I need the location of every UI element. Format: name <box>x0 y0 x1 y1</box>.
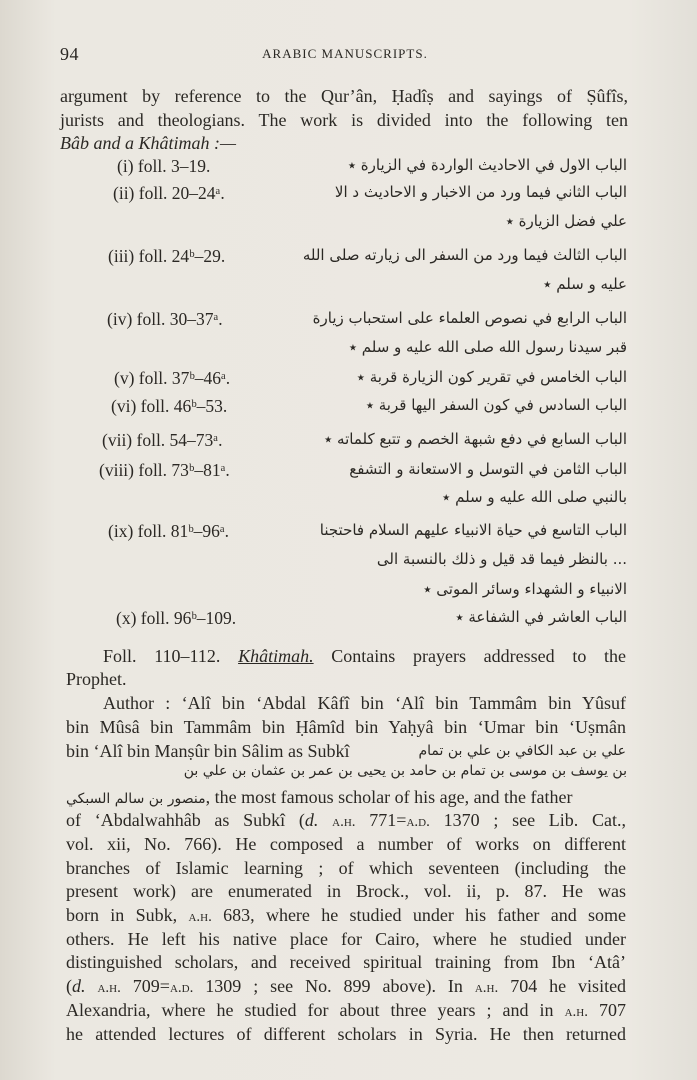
author-line-1: Author : ‘Alî bin ‘Abdal Kâfî bin ‘Alî bin Tammâm bin Yûsuf <box>103 693 626 713</box>
text-run: a.h. <box>188 909 212 925</box>
text-run: 1370 ; see Lib. Cat., <box>443 810 627 830</box>
author-line-3 <box>66 739 626 763</box>
chapter-title-ar: الباب الاول في الاحاديث الواردة في الزيارة ٭ <box>347 156 627 174</box>
text-run: a.d. <box>169 980 194 996</box>
text-run: 771= <box>369 810 407 830</box>
chapter-title-ar: ... بالنظر فيما قد قيل و ذلك بالنسبة الى <box>376 550 627 568</box>
author-lineage-ar: بن يوسف بن موسى بن تمام بن حامد بن يحيى بن عمر بن عثمان بن علي بن <box>183 763 627 779</box>
chapter-ref: (vi) foll. 46ᵇ–53. <box>111 396 228 416</box>
chapter-title-ar: الباب الخامس في تقرير كون الزيارة قربة ٭ <box>356 368 627 386</box>
khatimah-desc: Contains prayers addressed to the <box>331 646 627 666</box>
chapter-title-ar: بالنبي صلى الله عليه و سلم ٭ <box>442 488 627 506</box>
chapter-title-ar: الباب التاسع في حياة الانبياء عليهم السلام فاحتجنا <box>319 521 627 539</box>
text-run: 683, where he studied under his father and some <box>223 905 626 925</box>
text-run: a.h. <box>564 1004 588 1020</box>
chapter-title-ar: علي فضل الزيارة ٭ <box>505 212 627 230</box>
text-run: of ‘Abdalwahhâb as Subkî ( <box>66 810 305 830</box>
chapter-title-ar: الباب السابع في دفع شبهة الخصم و تتبع كلماته ٭ <box>324 430 627 448</box>
author-line-2: bin Mûsâ bin Tammâm bin Ḥâmîd bin Yaḥyâ bin ‘Umar bin ‘Uṣmân <box>66 717 626 737</box>
text-run: 704 he visited <box>510 976 627 996</box>
khatimah-title: Khâtimah. <box>238 646 314 666</box>
running-title: ARABIC MANUSCRIPTS. <box>262 46 428 61</box>
author-lineage-ar-end: منصور بن سالم السبكي <box>66 791 206 807</box>
chapter-ref: (x) foll. 96ᵇ–109. <box>116 608 237 628</box>
author-line-9: present work) are enumerated in Brock., vol. ii, p. 87. He was <box>66 881 626 901</box>
text-run: ( <box>66 976 72 996</box>
author-name-en: bin ‘Alî bin Manṣûr bin Sâlim as Subkî <box>66 741 350 761</box>
intro-line-1: argument by reference to the Qur’ân, Ḥadîṣ and sayings of Ṣûfîs, <box>60 86 628 106</box>
text-run: a.d. <box>406 814 430 830</box>
author-line-8: branches of Islamic learning ; of which seventeen (including the <box>66 858 626 878</box>
text-run: born in Subk, <box>66 905 178 925</box>
intro-line-2: jurists and theologians. The work is divided into the following ten <box>60 110 628 130</box>
author-line-11: others. He left his native place for Cairo, where he studied under <box>66 929 626 949</box>
text-run: d. <box>304 810 319 830</box>
khatimah-folios: Foll. 110–112. <box>103 646 221 666</box>
author-line-12: distinguished scholars, and received spiritual training from Ibn ‘Atâ’ <box>66 952 626 972</box>
text-run: 1309 ; see No. 899 above). In <box>205 976 463 996</box>
chapter-ref: (v) foll. 37ᵇ–46ᵃ. <box>114 368 231 388</box>
chapter-title-ar: الباب العاشر في الشفاعة ٭ <box>455 608 627 626</box>
chapter-ref: (ii) foll. 20–24ᵃ. <box>113 183 225 203</box>
author-name-ar: علي بن عبد الكافي بن علي بن تمام <box>418 743 626 759</box>
chapter-title-ar: الباب السادس في كون السفر اليها قربة ٭ <box>365 396 627 414</box>
author-line-14 <box>66 998 626 1024</box>
chapter-ref: (iii) foll. 24ᵇ–29. <box>108 246 226 266</box>
author-line-6 <box>66 808 626 834</box>
text-run: 709= <box>132 976 170 996</box>
chapter-ref: (ix) foll. 81ᵇ–96ᵃ. <box>108 521 230 541</box>
intro-line-3: Bâb and a Khâtimah :— <box>60 133 237 153</box>
text-run: d. <box>72 976 86 996</box>
chapter-title-ar: الباب الثاني فيما ورد من الاخبار و الاحاديث د الا <box>334 183 627 201</box>
text-run: 707 <box>599 1000 627 1020</box>
chapter-ref: (iv) foll. 30–37ᵃ. <box>107 309 223 329</box>
khatimah-line-1 <box>103 644 626 668</box>
author-line-10 <box>66 903 626 929</box>
khatimah-line-2: Prophet. <box>66 669 127 689</box>
chapter-title-ar: قبر سيدنا رسول الله صلى الله عليه و سلم ٭ <box>348 338 627 356</box>
author-desc: , the most famous scholar of his age, and the father <box>205 787 573 807</box>
text-run: a.h. <box>332 814 356 830</box>
chapter-title-ar: عليه و سلم ٭ <box>543 275 627 293</box>
author-line-7: vol. xii, No. 766). He composed a number of works on different <box>66 834 626 854</box>
author-line-13 <box>66 974 626 1000</box>
chapter-title-ar: الانبياء و الشهداء وسائر الموتى ٭ <box>423 580 627 598</box>
chapter-title-ar: الباب الثالث فيما ورد من السفر الى زيارته صلى الله <box>302 246 627 264</box>
page-number: 94 <box>60 44 79 64</box>
chapter-title-ar: الباب الرابع في نصوص العلماء على استحباب زيارة <box>312 309 627 327</box>
chapter-ref: (i) foll. 3–19. <box>117 156 211 176</box>
text-run: a.h. <box>97 980 121 996</box>
chapter-title-ar: الباب الثامن في التوسل و الاستعانة و التشفع <box>349 460 627 478</box>
author-line-15: he attended lectures of different scholars in Syria. He then returned <box>66 1024 626 1044</box>
chapter-ref: (viii) foll. 73ᵇ–81ᵃ. <box>99 460 230 480</box>
chapter-ref: (vii) foll. 54–73ᵃ. <box>102 430 223 450</box>
text-run: a.h. <box>474 980 499 996</box>
text-run: Alexandria, where he studied for about three years ; and in <box>66 1000 554 1020</box>
